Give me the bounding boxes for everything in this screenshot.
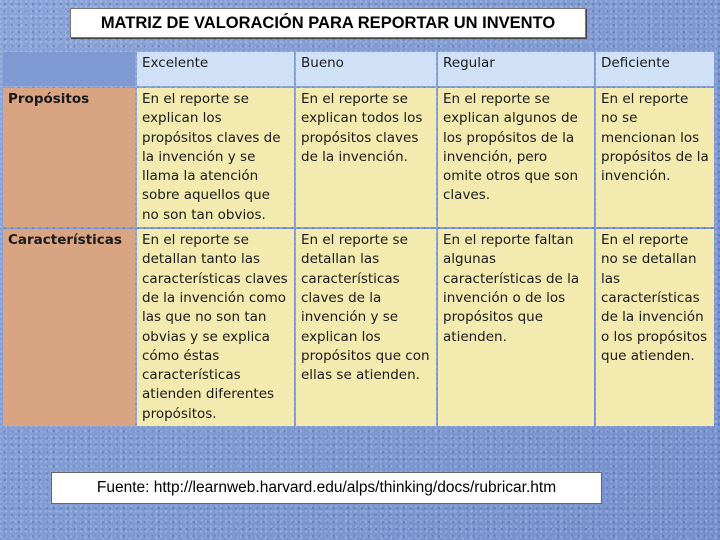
table-cell: En el reporte no se mencionan los propósitos de la invención. [596,88,714,227]
row-label-caracteristicas: Características [3,229,135,426]
table-cell: En el reporte se explican todos los propósitos claves de la invención. [296,88,436,227]
corner-cell [3,52,135,86]
table-row [3,229,714,426]
page-title: MATRIZ DE VALORACIÓN PARA REPORTAR UN INVENTO [70,8,586,38]
table-cell: En el reporte se detallan tanto las características claves de la invención como las que no son tan obvias y se explica cómo éstas características atienden diferentes propósitos. [137,229,294,426]
table-cell: En el reporte no se detallan las características de la invención o los propósitos que atienden. [596,229,714,426]
column-header-regular: Regular [438,52,594,86]
rubric-table [1,50,716,428]
source-citation: Fuente: http://learnweb.harvard.edu/alps/thinking/docs/rubricar.htm [51,472,602,504]
row-label-propositos: Propósitos [3,88,135,227]
table-cell: En el reporte faltan algunas características de la invención o de los propósitos que atienden. [438,229,594,426]
table-cell: En el reporte se detallan las características claves de la invención y se explican los propósitos que con ellas se atienden. [296,229,436,426]
table-cell: En el reporte se explican algunos de los propósitos de la invención, pero omite otros que son claves. [438,88,594,227]
column-header-deficiente: Deficiente [596,52,714,86]
header-row [3,52,714,86]
column-header-excelente: Excelente [137,52,294,86]
table-row [3,88,714,227]
column-header-bueno: Bueno [296,52,436,86]
table-cell: En el reporte se explican los propósitos claves de la invención y se llama la atención sobre aquellos que no son tan obvios. [137,88,294,227]
